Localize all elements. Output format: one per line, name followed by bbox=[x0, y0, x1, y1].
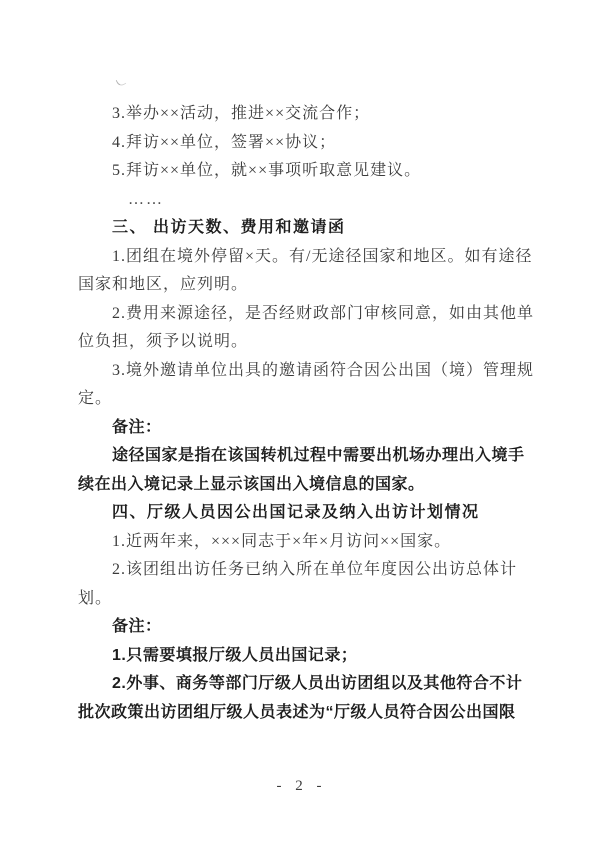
text-line: 3.境外邀请单位出具的邀请函符合因公出国（境）管理规 bbox=[112, 361, 535, 379]
text-line: 3.举办××活动，推进××交流合作； bbox=[112, 105, 371, 122]
text-line: 备注： bbox=[112, 418, 162, 436]
text-line: 1.团组在境外停留×天。有/无途径国家和地区。如有途径 bbox=[112, 247, 533, 265]
text-line: 2.外事、商务等部门厅级人员出访团组以及其他符合不计 bbox=[112, 675, 523, 692]
text-line: 1.近两年来，×××同志于×年×月访问××国家。 bbox=[112, 532, 452, 550]
text-line: 5.拜访××单位，就××事项听取意见建议。 bbox=[112, 162, 422, 179]
text-line: 批次政策出访团组厅级人员表述为“厅级人员符合因公出国限 bbox=[78, 703, 516, 721]
text-line: 1.只需要填报厅级人员出国记录； bbox=[112, 646, 358, 664]
text-line: 途径国家是指在该国转机过程中需要出机场办理出入境手 bbox=[112, 447, 525, 464]
scan-artifact-mark bbox=[116, 77, 127, 88]
document-body bbox=[78, 100, 535, 727]
page-number: - 2 - bbox=[276, 778, 324, 794]
text-line: 4.拜访××单位，签署××协议； bbox=[112, 133, 337, 151]
text-line: 备注： bbox=[112, 618, 162, 635]
text-line: 定。 bbox=[78, 390, 113, 407]
text-line: …… bbox=[128, 190, 164, 208]
text-line: 2.费用来源途径，是否经财政部门审核同意，如由其他单 bbox=[112, 304, 535, 322]
text-line: 三、 出访天数、费用和邀请函 bbox=[112, 219, 346, 236]
text-line: 四、厅级人员因公出国记录及纳入出访计划情况 bbox=[112, 504, 480, 521]
text-line: 续在出入境记录上显示该国出入境信息的国家。 bbox=[78, 475, 425, 493]
text-line: 划。 bbox=[78, 589, 113, 607]
text-line: 国家和地区，应列明。 bbox=[78, 276, 249, 293]
text-line: 位负担，须予以说明。 bbox=[78, 333, 249, 350]
text-line: 2.该团组出访任务已纳入所在单位年度因公出访总体计 bbox=[112, 561, 518, 578]
